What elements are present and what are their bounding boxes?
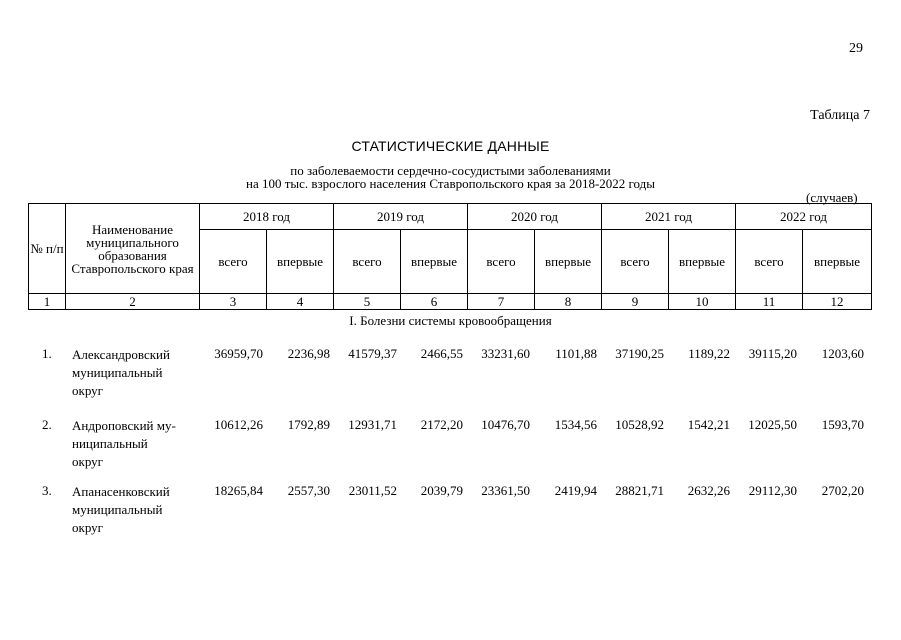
column-number: 2 xyxy=(66,294,200,310)
municipality-name: Андроповский му- ниципальный округ xyxy=(72,418,176,469)
value-2022-total: 29112,30 xyxy=(748,483,797,498)
value-2019-total: 23011,52 xyxy=(348,483,397,498)
document-title: СТАТИСТИЧЕСКИЕ ДАННЫЕ xyxy=(351,138,550,154)
value-2020-first: 1534,56 xyxy=(554,417,597,432)
header-first: впервые xyxy=(803,230,872,294)
section-title: I. Болезни системы кровообращения xyxy=(349,313,552,328)
statistics-table-header xyxy=(28,203,872,310)
header-first: впервые xyxy=(401,230,468,294)
page-number: 29 xyxy=(849,41,863,56)
column-number: 11 xyxy=(736,294,803,310)
value-2020-total: 23361,50 xyxy=(481,483,530,498)
header-total: всего xyxy=(468,230,535,294)
column-number: 7 xyxy=(468,294,535,310)
value-2022-first: 1593,70 xyxy=(821,417,864,432)
header-total: всего xyxy=(334,230,401,294)
value-2020-total: 33231,60 xyxy=(481,346,530,361)
header-year-2021: 2021 год xyxy=(602,204,736,230)
header-no: № п/п xyxy=(29,204,66,294)
header-first: впервые xyxy=(267,230,334,294)
header-year-2020: 2020 год xyxy=(468,204,602,230)
municipality-name: Александровский муниципальный округ xyxy=(72,347,170,398)
value-2021-total: 10528,92 xyxy=(615,417,664,432)
value-2022-first: 2702,20 xyxy=(821,483,864,498)
value-2022-total: 12025,50 xyxy=(748,417,797,432)
row-number: 3. xyxy=(42,483,52,498)
value-2021-total: 37190,25 xyxy=(615,346,664,361)
row-number: 2. xyxy=(42,417,52,432)
value-2020-first: 2419,94 xyxy=(554,483,597,498)
value-2022-total: 39115,20 xyxy=(748,346,797,361)
column-number: 6 xyxy=(401,294,468,310)
column-number: 3 xyxy=(200,294,267,310)
column-number: 5 xyxy=(334,294,401,310)
value-2021-total: 28821,71 xyxy=(615,483,664,498)
value-2022-first: 1203,60 xyxy=(821,346,864,361)
value-2019-total: 41579,37 xyxy=(348,346,397,361)
value-2020-first: 1101,88 xyxy=(555,346,597,361)
value-2019-first: 2172,20 xyxy=(420,417,463,432)
column-number: 9 xyxy=(602,294,669,310)
column-number: 10 xyxy=(669,294,736,310)
value-2019-first: 2039,79 xyxy=(420,483,463,498)
value-2021-first: 2632,26 xyxy=(687,483,730,498)
subtitle-line-2: на 100 тыс. взрослого населения Ставропольского края за 2018-2022 годы xyxy=(245,176,656,191)
value-2021-first: 1189,22 xyxy=(688,346,730,361)
header-year-2018: 2018 год xyxy=(200,204,334,230)
value-2018-total: 10612,26 xyxy=(214,417,263,432)
value-2019-first: 2466,55 xyxy=(420,346,463,361)
header-total: всего xyxy=(736,230,803,294)
column-number: 12 xyxy=(803,294,872,310)
subtitle-line-1: по заболеваемости сердечно-сосудистыми заболеваниями xyxy=(290,163,611,178)
value-2018-first: 1792,89 xyxy=(287,417,330,432)
value-2021-first: 1542,21 xyxy=(687,417,730,432)
header-total: всего xyxy=(200,230,267,294)
row-number: 1. xyxy=(42,346,52,361)
value-2018-total: 18265,84 xyxy=(214,483,263,498)
value-2018-first: 2236,98 xyxy=(287,346,330,361)
header-year-2022: 2022 год xyxy=(736,204,872,230)
header-first: впервые xyxy=(535,230,602,294)
municipality-name: Апанасенковский муниципальный округ xyxy=(72,484,170,535)
table-label: Таблица 7 xyxy=(810,108,870,123)
column-number: 8 xyxy=(535,294,602,310)
value-2019-total: 12931,71 xyxy=(348,417,397,432)
header-name: Наименование муниципального образования Ставропольского края xyxy=(66,204,200,294)
header-year-2019: 2019 год xyxy=(334,204,468,230)
units-label: (случаев) xyxy=(806,190,858,205)
value-2020-total: 10476,70 xyxy=(481,417,530,432)
column-number: 4 xyxy=(267,294,334,310)
column-number: 1 xyxy=(29,294,66,310)
header-total: всего xyxy=(602,230,669,294)
value-2018-total: 36959,70 xyxy=(214,346,263,361)
header-first: впервые xyxy=(669,230,736,294)
value-2018-first: 2557,30 xyxy=(287,483,330,498)
